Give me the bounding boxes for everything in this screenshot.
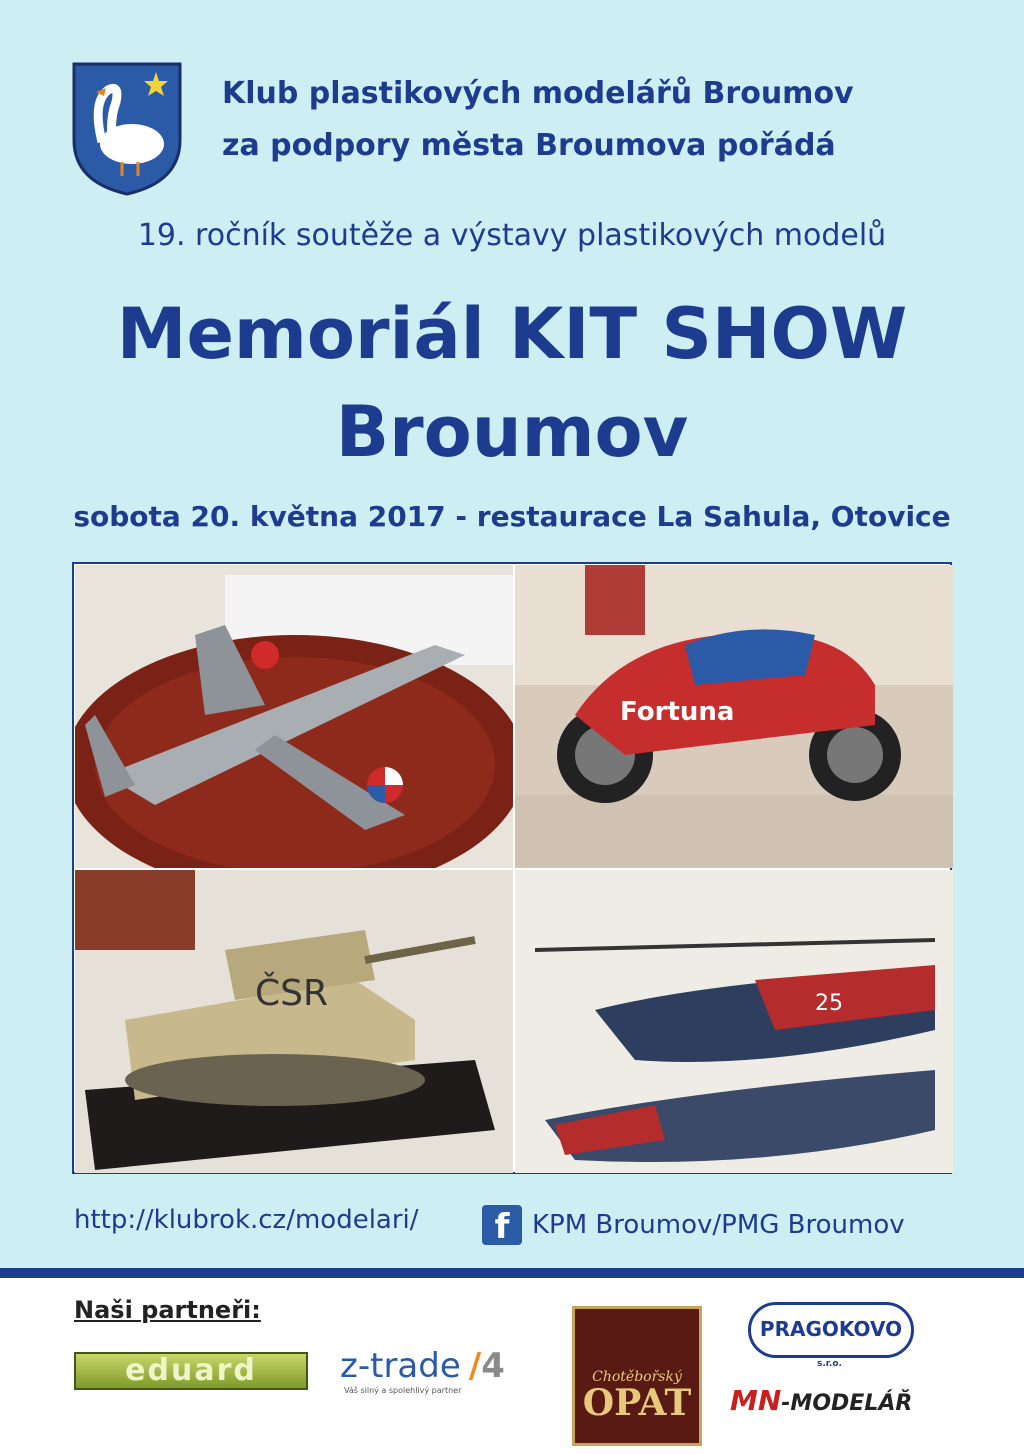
organizer-line: za podpory města Broumova pořádá [222, 128, 836, 163]
opat-name: OPAT [582, 1382, 692, 1424]
facebook-page-name: KPM Broumov/PMG Broumov [532, 1210, 905, 1240]
modelar-text: -MODELÁŘ [781, 1391, 913, 1416]
event-subtitle: 19. ročník soutěže a výstavy plastikových modelů [137, 218, 887, 253]
event-title-line2: Broumov [335, 391, 689, 473]
mn-modelar-logo [730, 1384, 912, 1417]
tank-marking-text: ČSR [255, 973, 329, 1014]
coat-of-arms-logo [72, 62, 182, 196]
photo-motorbike-model [515, 565, 953, 868]
pragokovo-logo [748, 1302, 914, 1369]
facebook-icon: f [482, 1205, 522, 1245]
mn-text: MN [730, 1384, 782, 1417]
pragokovo-sro: s.r.o. [817, 1359, 842, 1369]
heli-number-text: 25 [815, 991, 843, 1016]
event-title-line1: Memoriál KIT SHOW [116, 293, 908, 375]
opat-logo [572, 1306, 702, 1446]
facebook-link[interactable] [482, 1205, 905, 1245]
ztrade-tagline: Váš silný a spolehlivý partner [344, 1386, 462, 1395]
event-date-location: sobota 20. května 2017 - restaurace La Sahula, Otovice [73, 500, 951, 533]
partners-label: Naši partneři: [74, 1296, 261, 1324]
footer-divider [0, 1268, 1024, 1278]
eduard-logo: eduard [74, 1352, 308, 1390]
pragokovo-name: PRAGOKOVO [759, 1317, 903, 1341]
website-link[interactable]: http://klubrok.cz/modelari/ [74, 1205, 419, 1235]
club-name: Klub plastikových modelářů Broumov [222, 76, 854, 111]
photo-tank-model [75, 870, 513, 1173]
opat-top-text: Chotěbořský [592, 1369, 682, 1385]
photo-helicopter-model [515, 870, 953, 1173]
ztrade-logo: z-trade /4 Váš silný a spolehlivý partner [340, 1346, 550, 1406]
photo-collage [72, 562, 952, 1174]
moto-brand-text: Fortuna [620, 697, 735, 727]
photo-jet-model [75, 565, 513, 868]
ztrade-name: z-trade [340, 1346, 461, 1386]
